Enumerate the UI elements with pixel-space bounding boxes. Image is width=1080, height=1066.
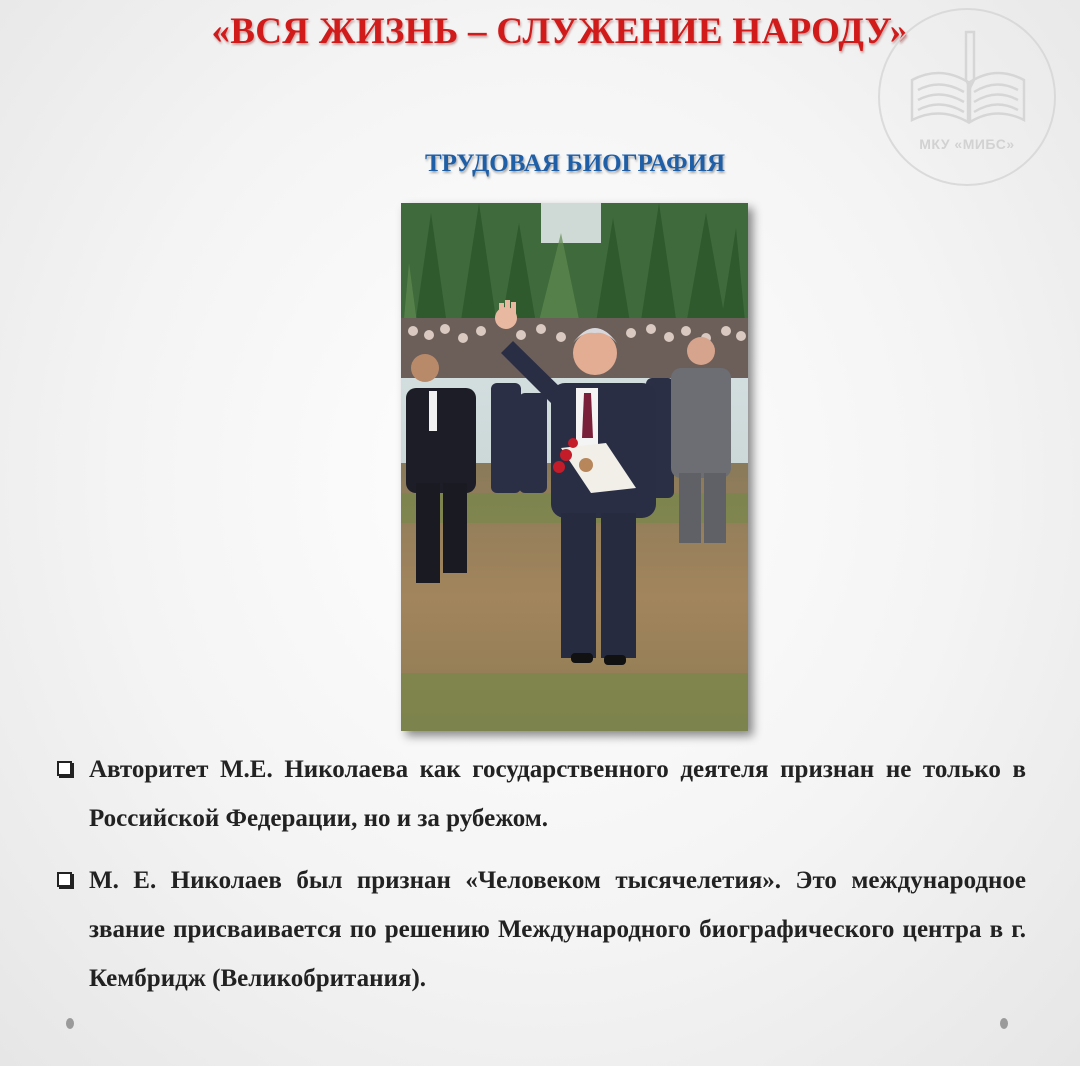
checkbox-bullet-icon: [57, 761, 72, 776]
decorative-dot-right: [1000, 1018, 1008, 1029]
bullet-list: [56, 745, 1026, 1016]
list-item: [56, 856, 1026, 1003]
bullet-text: М. Е. Николаев был признан «Человеком тысячелетия». Это международное звание присваивается по решению Международного биографического центра в г. Кембридж (Великобритания).: [89, 867, 1026, 992]
watermark-text: МКУ «МИБС»: [919, 136, 1015, 152]
section-title: ТРУДОВАЯ БИОГРАФИЯ: [424, 150, 726, 177]
biography-photo: [401, 203, 748, 731]
list-item: [56, 745, 1026, 843]
bullet-text: Авторитет М.Е. Николаева как государственного деятеля признан не только в Российской Федерации, но и за рубежом.: [89, 756, 1026, 832]
decorative-dot-left: [66, 1018, 74, 1029]
checkbox-bullet-icon: [57, 872, 72, 887]
slide-title: «ВСЯ ЖИЗНЬ – СЛУЖЕНИЕ НАРОДУ»: [211, 11, 909, 52]
